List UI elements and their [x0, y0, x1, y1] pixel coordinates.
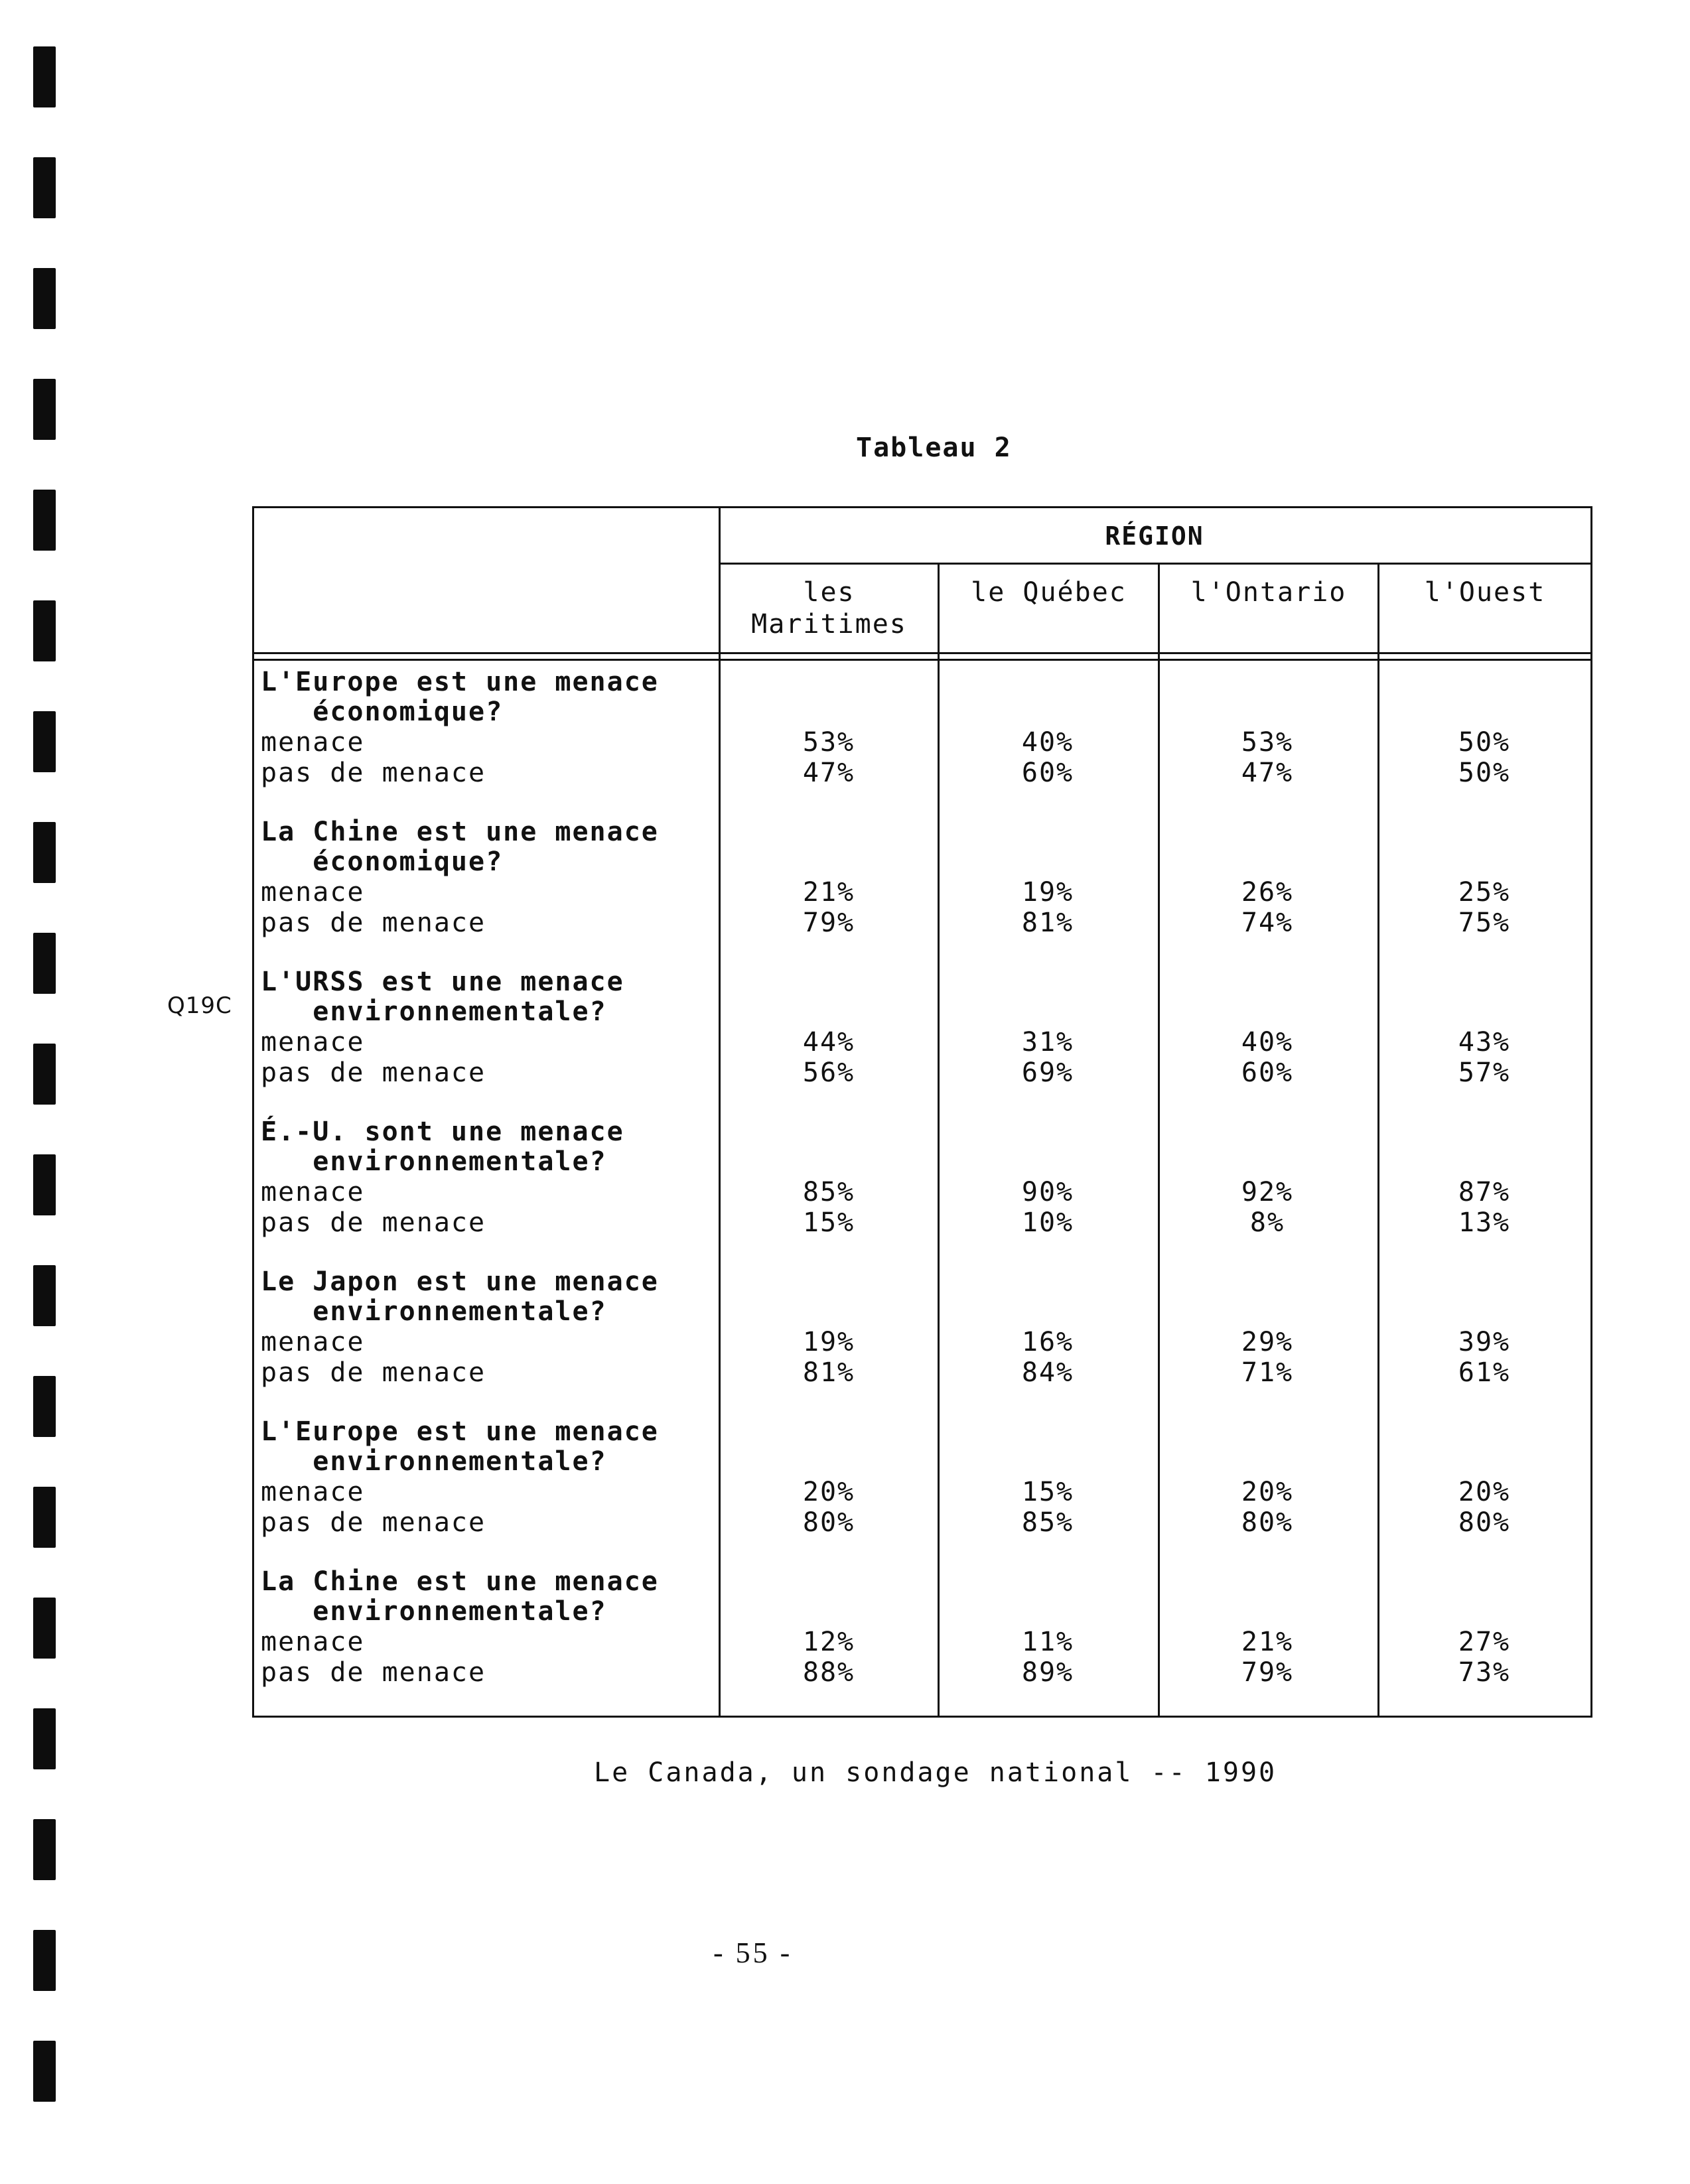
table-cell: 15% — [1021, 1477, 1074, 1507]
binding-mark — [33, 1265, 56, 1326]
table-cell: 81% — [1021, 908, 1074, 938]
header-divider — [254, 659, 1590, 661]
column-header-quebec: le Québec — [971, 577, 1127, 608]
binding-mark — [33, 268, 56, 329]
row-label: menace — [261, 1627, 365, 1657]
table-cell: 75% — [1458, 908, 1511, 938]
table-cell: 11% — [1021, 1627, 1074, 1657]
table-cell: 19% — [1021, 877, 1074, 908]
table-cell: 53% — [1241, 727, 1294, 758]
column-divider — [1158, 565, 1160, 1716]
table-title: Tableau 2 — [856, 433, 1012, 463]
table-cell: 89% — [1021, 1657, 1074, 1688]
row-label: menace — [261, 877, 365, 908]
table-cell: 60% — [1021, 758, 1074, 788]
table-cell: 13% — [1458, 1207, 1511, 1238]
binding-mark — [33, 933, 56, 994]
question-block — [261, 1417, 712, 1538]
row-label: pas de menace — [261, 1357, 486, 1388]
region-table — [252, 506, 1592, 1718]
table-cell: 39% — [1458, 1327, 1511, 1357]
binding-mark — [33, 1487, 56, 1548]
table-cell: 20% — [1458, 1477, 1511, 1507]
table-cell: 69% — [1021, 1058, 1074, 1088]
row-label: pas de menace — [261, 1657, 486, 1688]
table-cell: 40% — [1241, 1027, 1294, 1058]
binding-mark — [33, 2041, 56, 2102]
table-cell: 21% — [1241, 1627, 1294, 1657]
table-cell: 15% — [802, 1207, 855, 1238]
table-cell: 10% — [1021, 1207, 1074, 1238]
binding-mark — [33, 1598, 56, 1659]
caption: Le Canada, un sondage national -- 1990 — [594, 1757, 1277, 1788]
table-cell: 31% — [1021, 1027, 1074, 1058]
binding-mark — [33, 1154, 56, 1215]
question-text: L'URSS est une menace environnementale? — [261, 967, 624, 1027]
question-code: Q19C — [167, 992, 232, 1019]
column-divider — [1377, 565, 1379, 1716]
table-cell: 47% — [802, 758, 855, 788]
table-cell: 79% — [802, 908, 855, 938]
table-cell: 12% — [802, 1627, 855, 1657]
binding-mark — [33, 1044, 56, 1105]
binding-mark — [33, 1819, 56, 1880]
question-text: É.-U. sont une menace environnementale? — [261, 1117, 624, 1177]
header-divider — [719, 563, 1590, 565]
header-divider — [254, 652, 1590, 654]
question-block — [261, 1267, 712, 1388]
table-cell: 87% — [1458, 1177, 1511, 1207]
table-cell: 25% — [1458, 877, 1511, 908]
row-label: pas de menace — [261, 1207, 486, 1238]
question-text: L'Europe est une menace économique? — [261, 667, 659, 727]
table-cell: 43% — [1458, 1027, 1511, 1058]
binding-mark — [33, 1930, 56, 1991]
row-label: pas de menace — [261, 1507, 486, 1538]
question-block — [261, 817, 712, 938]
table-cell: 8% — [1249, 1207, 1285, 1238]
question-block — [261, 1117, 712, 1238]
table-cell: 56% — [802, 1058, 855, 1088]
table-cell: 80% — [1241, 1507, 1294, 1538]
binding-mark — [33, 1708, 56, 1769]
table-cell: 92% — [1241, 1177, 1294, 1207]
table-cell: 90% — [1021, 1177, 1074, 1207]
table-cell: 84% — [1021, 1357, 1074, 1388]
row-label: menace — [261, 1327, 365, 1357]
table-cell: 81% — [802, 1357, 855, 1388]
question-block — [261, 967, 712, 1088]
question-text: Le Japon est une menace environnementale? — [261, 1266, 659, 1327]
table-cell: 85% — [802, 1177, 855, 1207]
page-number: - 55 - — [713, 1937, 793, 1969]
table-cell: 60% — [1241, 1058, 1294, 1088]
table-cell: 61% — [1458, 1357, 1511, 1388]
table-cell: 73% — [1458, 1657, 1511, 1688]
table-cell: 50% — [1458, 758, 1511, 788]
table-cell: 88% — [802, 1657, 855, 1688]
table-cell: 20% — [802, 1477, 855, 1507]
binding-mark — [33, 379, 56, 440]
table-cell: 80% — [802, 1507, 855, 1538]
table-cell: 47% — [1241, 758, 1294, 788]
row-label: menace — [261, 1477, 365, 1507]
row-label: menace — [261, 1027, 365, 1058]
table-cell: 74% — [1241, 908, 1294, 938]
row-label: pas de menace — [261, 908, 486, 938]
table-cell: 26% — [1241, 877, 1294, 908]
column-header-ouest: l'Ouest — [1424, 577, 1546, 608]
question-block — [261, 667, 712, 788]
column-divider — [719, 508, 721, 1716]
column-header-maritimes: les Maritimes — [751, 577, 907, 640]
table-cell: 85% — [1021, 1507, 1074, 1538]
binding-mark — [33, 711, 56, 772]
question-block — [261, 1567, 712, 1688]
binding-mark — [33, 490, 56, 551]
row-label: menace — [261, 727, 365, 758]
binding-mark — [33, 157, 56, 218]
region-header: RÉGION — [1105, 521, 1204, 551]
table-cell: 50% — [1458, 727, 1511, 758]
binding-mark — [33, 600, 56, 661]
row-label: pas de menace — [261, 1058, 486, 1088]
table-cell: 57% — [1458, 1058, 1511, 1088]
question-text: La Chine est une menace environnementale? — [261, 1566, 659, 1627]
table-cell: 21% — [802, 877, 855, 908]
binding-mark — [33, 822, 56, 883]
table-cell: 29% — [1241, 1327, 1294, 1357]
table-cell: 44% — [802, 1027, 855, 1058]
question-text: L'Europe est une menace environnementale? — [261, 1416, 659, 1477]
table-cell: 20% — [1241, 1477, 1294, 1507]
column-header-ontario: l'Ontario — [1190, 577, 1347, 608]
table-cell: 53% — [802, 727, 855, 758]
row-label: pas de menace — [261, 758, 486, 788]
table-cell: 79% — [1241, 1657, 1294, 1688]
binding-mark — [33, 46, 56, 107]
table-cell: 16% — [1021, 1327, 1074, 1357]
table-cell: 19% — [802, 1327, 855, 1357]
table-cell: 80% — [1458, 1507, 1511, 1538]
binding-mark — [33, 1376, 56, 1437]
question-text: La Chine est une menace économique? — [261, 817, 659, 877]
table-cell: 40% — [1021, 727, 1074, 758]
row-label: menace — [261, 1177, 365, 1207]
table-cell: 27% — [1458, 1627, 1511, 1657]
table-cell: 71% — [1241, 1357, 1294, 1388]
column-divider — [938, 565, 940, 1716]
